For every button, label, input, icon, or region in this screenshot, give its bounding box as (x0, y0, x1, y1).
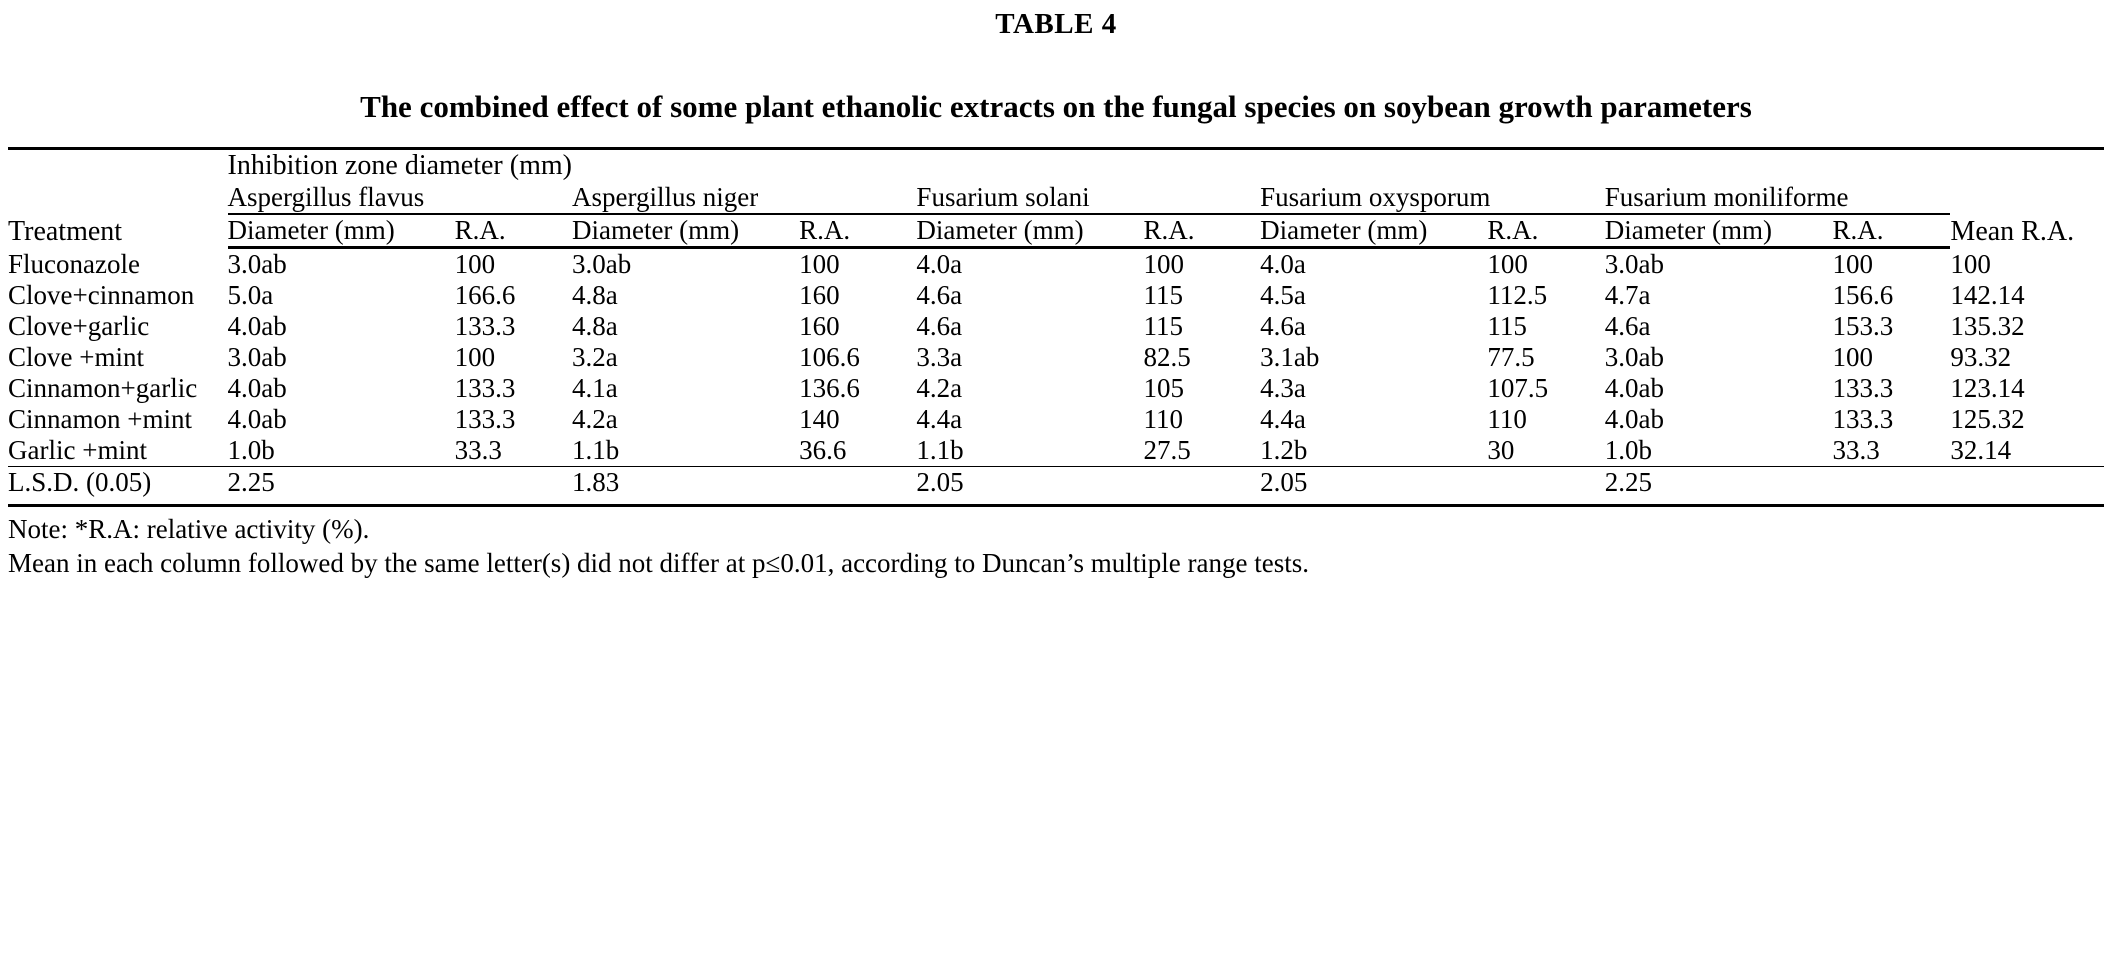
row-cell: 4.0ab (227, 373, 287, 403)
row-cell: 166.6 (454, 280, 516, 310)
subheader-ra-3: R.A. (1144, 214, 1261, 248)
subheader-ra-2: R.A. (799, 214, 916, 248)
row-cell: 156.6 (1832, 280, 1894, 310)
lsd-cell: 2.25 (228, 467, 455, 499)
row-cell: 82.5 (1143, 342, 1191, 372)
group-header-label: Inhibition zone diameter (mm) (228, 149, 1951, 183)
row-cell: 4.7a (1604, 280, 1651, 310)
treatment-header-cell (8, 182, 228, 248)
row-mean: 32.14 (1950, 435, 2012, 465)
row-cell: 33.3 (1832, 435, 1880, 465)
row-treatment: Cinnamon +mint (8, 404, 192, 434)
table-row (8, 404, 2104, 435)
row-cell: 4.8a (571, 280, 618, 310)
table-bottom-rule (8, 498, 2104, 506)
lsd-cell: 2.25 (1605, 467, 1833, 499)
row-cell: 115 (1143, 311, 1184, 341)
row-cell: 115 (1143, 280, 1184, 310)
data-table (8, 147, 2104, 507)
row-cell: 115 (1487, 311, 1527, 341)
row-cell: 4.0a (1260, 249, 1306, 279)
table-caption: The combined effect of some plant ethanolic extracts on the fungal species on soybean growth parameters (360, 89, 1752, 124)
subheader-diameter-2: Diameter (mm) (572, 214, 799, 248)
row-cell: 3.3a (916, 342, 963, 372)
lsd-cell (1832, 467, 1950, 499)
species-header-fusarium-moniliforme: Fusarium moniliforme (1605, 182, 1951, 214)
row-cell: 110 (1143, 404, 1184, 434)
empty-corner (8, 149, 228, 183)
note-line-2: Mean in each column followed by the same letter(s) did not differ at p≤0.01, according to Duncan’s multiple range tests. (8, 547, 1309, 578)
row-cell: 4.6a (1604, 311, 1651, 341)
subheader-ra-1: R.A. (455, 214, 572, 248)
row-treatment: Clove+cinnamon (8, 280, 195, 310)
lsd-cell (799, 467, 916, 499)
row-treatment: Clove+garlic (8, 311, 150, 341)
row-cell: 4.0ab (1604, 373, 1665, 403)
row-cell: 27.5 (1143, 435, 1191, 465)
row-cell: 4.0ab (227, 311, 287, 341)
subheader-diameter-1: Diameter (mm) (228, 214, 455, 248)
row-mean: 100 (1950, 249, 1991, 279)
lsd-label: L.S.D. (0.05) (8, 467, 228, 499)
row-cell: 110 (1487, 404, 1527, 434)
row-mean: 125.32 (1950, 404, 2025, 434)
row-treatment: Cinnamon+garlic (8, 373, 198, 403)
treatment-header-label: Treatment (8, 215, 123, 247)
row-treatment: Garlic +mint (8, 435, 147, 465)
row-treatment: Clove +mint (8, 342, 144, 372)
species-header-fusarium-solani: Fusarium solani (916, 182, 1260, 214)
species-header-fusarium-oxysporum: Fusarium oxysporum (1260, 182, 1605, 214)
subheader-diameter-4: Diameter (mm) (1260, 214, 1487, 248)
row-cell: 4.2a (571, 404, 618, 434)
row-cell: 4.0ab (227, 404, 287, 434)
row-cell: 77.5 (1487, 342, 1535, 372)
row-cell: 1.0b (227, 435, 275, 465)
row-cell: 133.3 (1832, 373, 1894, 403)
lsd-cell: 1.83 (572, 467, 799, 499)
row-mean: 123.14 (1950, 373, 2025, 403)
row-cell: 3.0ab (227, 342, 287, 372)
header-sub-row (8, 214, 2104, 248)
lsd-cell (1144, 467, 1261, 499)
row-cell: 3.0ab (1604, 249, 1665, 279)
row-cell: 133.3 (454, 404, 516, 434)
species-header-aspergillus-flavus: Aspergillus flavus (228, 182, 572, 214)
subheader-ra-4: R.A. (1487, 214, 1604, 248)
row-cell: 100 (1832, 249, 1873, 279)
header-group-row (8, 149, 2104, 183)
row-cell: 107.5 (1487, 373, 1549, 403)
row-cell: 3.1ab (1260, 342, 1320, 372)
row-cell: 160 (799, 311, 840, 341)
table-notes (8, 513, 2104, 581)
row-cell: 100 (1487, 249, 1528, 279)
row-cell: 112.5 (1487, 280, 1548, 310)
row-cell: 3.0ab (227, 249, 287, 279)
table-row (8, 311, 2104, 342)
row-cell: 4.8a (571, 311, 618, 341)
row-treatment: Fluconazole (8, 249, 140, 279)
row-cell: 36.6 (799, 435, 847, 465)
table-row (8, 342, 2104, 373)
table-page (0, 8, 2112, 975)
row-cell: 153.3 (1832, 311, 1894, 341)
row-cell: 136.6 (799, 373, 860, 403)
row-cell: 3.2a (571, 342, 618, 372)
row-cell: 33.3 (454, 435, 502, 465)
row-cell: 160 (799, 280, 840, 310)
row-cell: 100 (799, 249, 840, 279)
row-cell: 100 (1143, 249, 1185, 279)
lsd-row (8, 467, 2104, 499)
lsd-cell: 2.05 (1260, 467, 1487, 499)
row-cell: 4.2a (916, 373, 963, 403)
row-cell: 5.0a (227, 280, 274, 310)
note-line-1: Note: *R.A: relative activity (%). (8, 514, 370, 544)
row-cell: 30 (1487, 435, 1515, 465)
row-cell: 105 (1143, 373, 1185, 403)
row-cell: 1.2b (1260, 435, 1308, 465)
row-mean: 93.32 (1950, 342, 2012, 372)
species-header-aspergillus-niger: Aspergillus niger (572, 182, 916, 214)
row-cell: 4.4a (916, 404, 963, 434)
row-cell: 4.1a (571, 373, 618, 403)
subheader-diameter-3: Diameter (mm) (916, 214, 1143, 248)
lsd-cell (455, 467, 572, 499)
lsd-cell: 2.05 (916, 467, 1143, 499)
table-row (8, 435, 2104, 467)
bottom-rule-cell (8, 498, 2104, 506)
subheader-diameter-5: Diameter (mm) (1605, 214, 1833, 248)
row-cell: 1.0b (1604, 435, 1653, 465)
mean-header-cell (1950, 149, 2104, 248)
row-cell: 4.3a (1260, 373, 1306, 403)
row-cell: 100 (454, 249, 496, 279)
row-cell: 100 (1832, 342, 1873, 372)
row-cell: 3.0ab (571, 249, 632, 279)
row-mean: 142.14 (1950, 280, 2025, 310)
table-row (8, 248, 2104, 281)
header-species-row (8, 182, 2104, 214)
row-mean: 135.32 (1950, 311, 2025, 341)
row-cell: 140 (799, 404, 840, 434)
table-row (8, 280, 2104, 311)
row-cell: 1.1b (571, 435, 620, 465)
row-cell: 3.0ab (1604, 342, 1665, 372)
mean-header-label: Mean R.A. (1950, 215, 2075, 247)
lsd-cell (1487, 467, 1604, 499)
table-row (8, 373, 2104, 404)
row-cell: 4.6a (916, 311, 963, 341)
subheader-ra-5: R.A. (1832, 214, 1950, 248)
row-cell: 133.3 (1832, 404, 1894, 434)
row-cell: 4.4a (1260, 404, 1306, 434)
row-cell: 4.0ab (1604, 404, 1665, 434)
row-cell: 4.5a (1260, 280, 1306, 310)
row-cell: 4.6a (1260, 311, 1306, 341)
lsd-mean (1950, 467, 2104, 499)
row-cell: 100 (454, 342, 496, 372)
row-cell: 133.3 (454, 311, 516, 341)
row-cell: 4.6a (916, 280, 963, 310)
table-number: TABLE 4 (995, 8, 1117, 40)
row-cell: 1.1b (916, 435, 964, 465)
row-cell: 133.3 (454, 373, 516, 403)
row-cell: 106.6 (799, 342, 860, 372)
row-cell: 4.0a (916, 249, 963, 279)
